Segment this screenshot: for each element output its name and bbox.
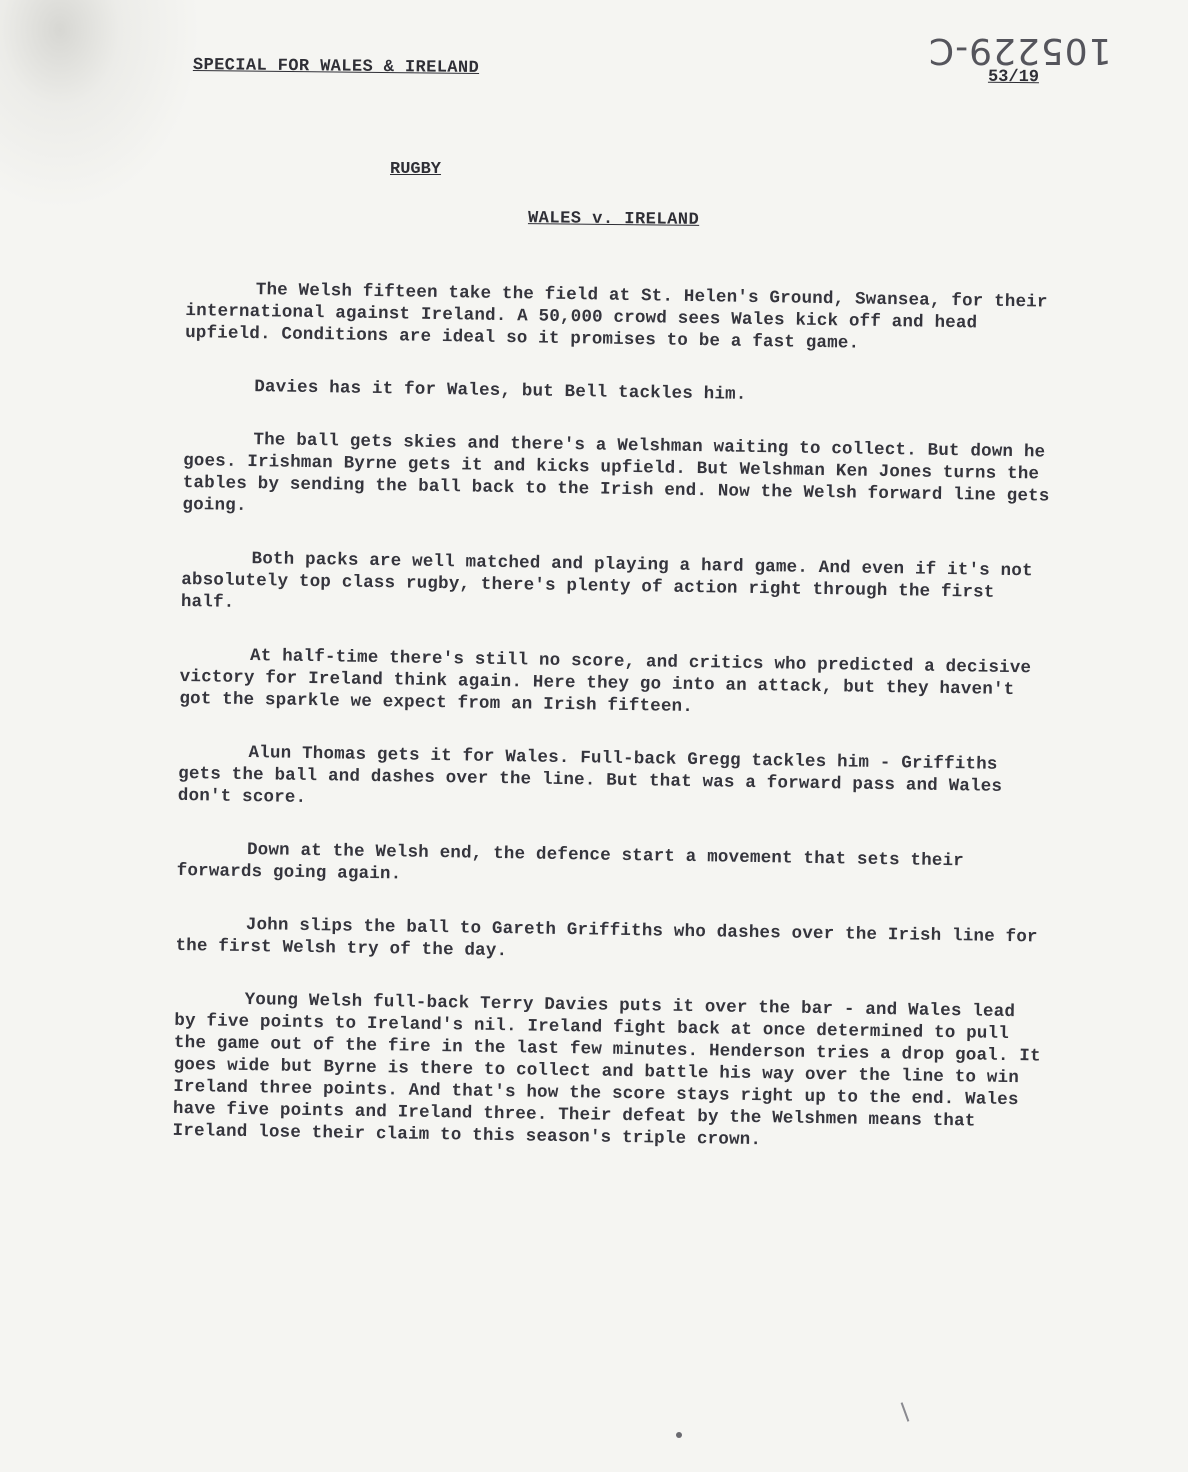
paragraph: The Welsh fifteen take the field at St. Helen's Ground, Swansea, for their international against Ireland. A 50,000 crowd sees Wales kick off and head upfield. Conditions are ideal so it promises to be a fast game.	[184, 280, 1048, 354]
ink-scratch	[901, 1402, 910, 1421]
match-title: WALES v. IRELAND	[527, 209, 700, 230]
paragraph: John slips the ball to Gareth Griffiths who dashes over the Irish line for the first Welsh try of the day.	[175, 915, 1038, 962]
header-label: SPECIAL FOR WALES & IRELAND	[192, 56, 480, 78]
paragraph: Both packs are well matched and playing a hard game. And even if it's not absolutely top class rugby, there's plenty of action right through the first half.	[180, 549, 1033, 613]
section-title: RUGBY	[390, 160, 442, 179]
paragraph: Davies has it for Wales, but Bell tackles him.	[254, 377, 747, 405]
paragraph: The ball gets skies and there's a Welshman waiting to collect. But down he goes. Irishman Byrne gets it and kicks upfield. But Welshman Ken Jones turns the tables by sending the ball back to the Irish end. Now the Welsh forward line gets going.	[182, 430, 1050, 516]
paragraph: Young Welsh full-back Terry Davies puts it over the bar - and Wales lead by five points to Ireland's nil. Ireland fight back at once determined to pull the game out of the fire in the last few minutes. Henderson tries a drop goal. It goes wide but Byrne is there to collect and battle his way over the line to win Ireland three points. And that's how the score stays right up to the end. Wales have five points and Ireland three. Their defeat by the Welshmen means that Ireland lose their claim to this season's triple crown.	[172, 990, 1041, 1151]
page-reference: 53/19	[987, 67, 1040, 88]
article-body	[172, 278, 1056, 1187]
paragraph: At half-time there's still no score, and critics who predicted a decisive victory for Ireland think again. Here they go into an attack, but they haven't got the sparkle we expect from an Irish fifteen.	[179, 646, 1032, 718]
ink-speck	[676, 1432, 682, 1438]
paragraph: Alun Thomas gets it for Wales. Full-back Gregg tackles him - Griffiths gets the ball and dashes over the line. But that was a forward pass and Wales don't score.	[177, 743, 1003, 808]
paragraph: Down at the Welsh end, the defence start a movement that sets their forwards going again.	[176, 840, 965, 885]
archive-number: 105229-C	[928, 30, 1112, 71]
